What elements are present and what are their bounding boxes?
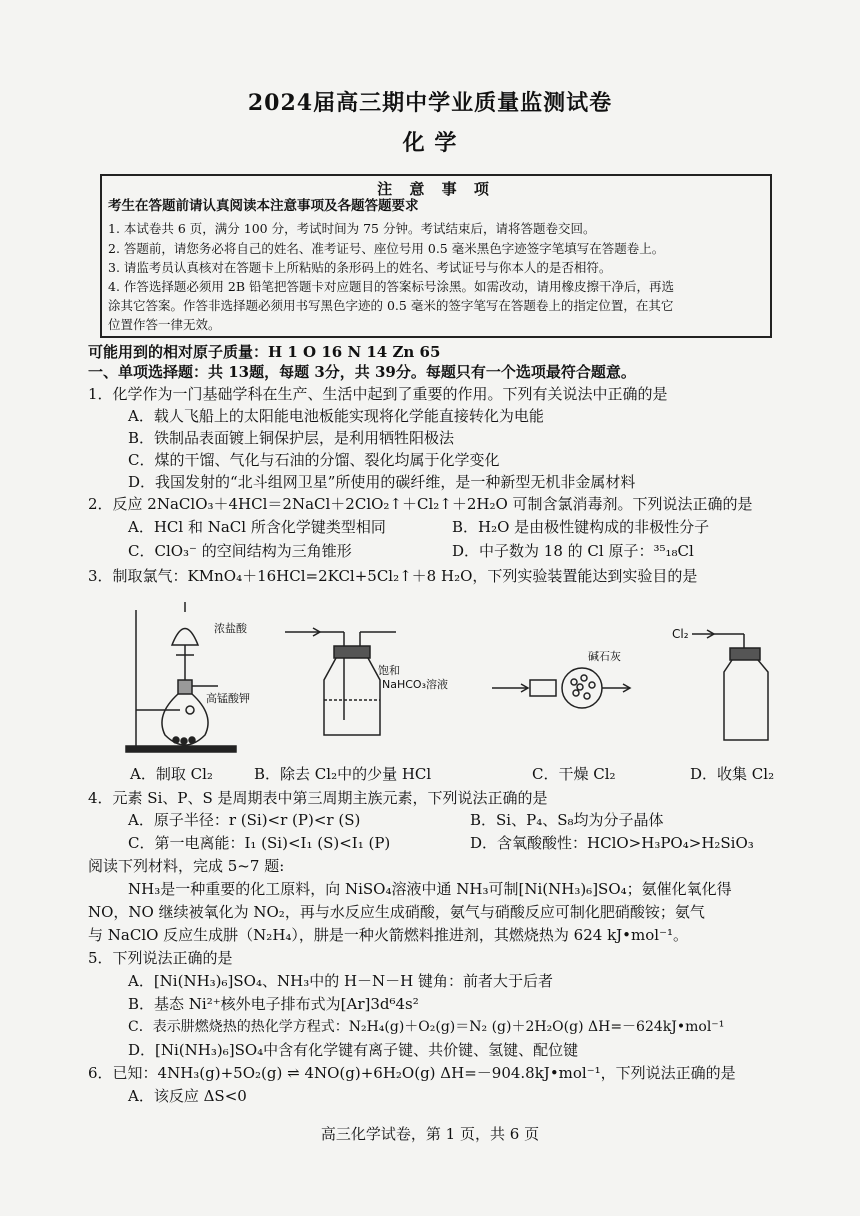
notice-intro: 考生在答题前请认真阅读本注意事项及各题答题要求	[108, 198, 419, 214]
q4-option-d: D．含氧酸酸性：HClO>H₃PO₄>H₂SiO₃	[470, 834, 754, 852]
notice-title: 注 意 事 项	[377, 180, 495, 198]
q3-option-c: C．干燥 Cl₂	[532, 765, 616, 783]
q3-stem: 3．制取氯气：KMnO₄＋16HCl=2KCl+5Cl₂↑＋8 H₂O，下列实验装置能达到实验目的是	[88, 567, 698, 585]
q3-option-d: D．收集 Cl₂	[690, 765, 775, 783]
q6-stem: 6．已知：4NH₃(g)+5O₂(g) ⇌ 4NO(g)+6H₂O(g) ΔH=－904.8kJ•mol⁻¹，下列说法正确的是	[88, 1064, 736, 1082]
q2-option-d: D．中子数为 18 的 Cl 原子：³⁵₁₈Cl	[452, 542, 694, 560]
page-footer: 高三化学试卷，第 1 页，共 6 页	[320, 1125, 540, 1143]
q5-option-b: B．基态 Ni²⁺核外电子排布式为[Ar]3d⁶4s²	[128, 995, 419, 1013]
q1-stem: 1．化学作为一门基础学科在生产、生活中起到了重要的作用。下列有关说法中正确的是	[88, 385, 668, 403]
q5-stem: 5．下列说法正确的是	[88, 949, 233, 967]
notice-box	[100, 174, 772, 338]
notice-item: 3. 请监考员认真核对在答题卡上所粘贴的条形码上的姓名、考试证号与你本人的是否相符。	[108, 260, 612, 275]
label-conc-hcl: 浓盐酸	[214, 622, 247, 635]
q2-option-c: C．ClO₃⁻ 的空间结构为三角锥形	[128, 542, 352, 560]
apparatus-d	[692, 630, 768, 740]
q4-option-c: C．第一电离能：I₁ (Si)<I₁ (S)<I₁ (P)	[128, 834, 391, 852]
q6-option-a: A．该反应 ΔS<0	[128, 1087, 247, 1105]
subject-title: 化 学	[402, 130, 458, 156]
reading-intro: 阅读下列材料，完成 5~7 题:	[88, 857, 285, 875]
notice-item: 涂其它答案。作答非选择题必须用书写黑色字迹的 0.5 毫米的签字笔写在答题卷上的指定位置，在其它	[108, 298, 674, 313]
label-nahco3-1: 饱和	[378, 664, 400, 677]
exam-title: 2024届高三期中学业质量监测试卷	[247, 90, 613, 116]
section-heading: 一、单项选择题：共 13题，每题 3分，共 39分。每题只有一个选项最符合题意。	[88, 363, 636, 381]
q5-option-d: D．[Ni(NH₃)₆]SO₄中含有化学键有离子键、共价键、氢键、配位键	[128, 1041, 579, 1059]
q4-option-a: A．原子半径：r (Si)<r (P)<r (S)	[128, 811, 361, 829]
label-kmno4: 高锰酸钾	[206, 692, 250, 705]
reading-paragraph: NO，NO 继续被氧化为 NO₂，再与水反应生成硝酸，氨气与硝酸反应可制化肥硝酸铵；氨气	[88, 903, 705, 921]
q3-option-a: A．制取 Cl₂	[130, 765, 213, 783]
q4-option-b: B．Si、P₄、S₈均为分子晶体	[470, 811, 664, 829]
notice-item: 位置作答一律无效。	[108, 317, 221, 332]
q3-option-b: B．除去 Cl₂中的少量 HCl	[254, 765, 432, 783]
label-nahco3-2: NaHCO₃溶液	[382, 678, 448, 691]
notice-item: 1. 本试卷共 6 页，满分 100 分，考试时间为 75 分钟。考试结束后，请将答题卷交回。	[108, 221, 596, 236]
q2-stem: 2．反应 2NaClO₃＋4HCl＝2NaCl＋2ClO₂↑＋Cl₂↑＋2H₂O 可制含氯消毒剂。下列说法正确的是	[88, 495, 753, 513]
q5-option-a: A．[Ni(NH₃)₆]SO₄、NH₃中的 H－N－H 键角：前者大于后者	[128, 972, 554, 990]
q1-option-c: C．煤的干馏、气化与石油的分馏、裂化均属于化学变化	[128, 451, 500, 469]
apparatus-b	[285, 628, 396, 735]
reading-paragraph: NH₃是一种重要的化工原料，向 NiSO₄溶液中通 NH₃可制[Ni(NH₃)₆]SO₄；氨催化氧化得	[128, 880, 732, 898]
q1-option-b: B．铁制品表面镀上铜保护层，是利用牺牲阳极法	[128, 429, 455, 447]
reading-paragraph: 与 NaClO 反应生成肼（N₂H₄），肼是一种火箭燃料推进剂，其燃烧热为 624 kJ•mol⁻¹。	[88, 926, 689, 944]
q2-option-a: A．HCl 和 NaCl 所含化学键类型相同	[128, 518, 386, 536]
q1-option-a: A．载人飞船上的太阳能电池板能实现将化学能直接转化为电能	[128, 407, 544, 425]
q5-option-c: C．表示肼燃烧热的热化学方程式：N₂H₄(g)＋O₂(g)＝N₂ (g)＋2H₂O(g) ΔH=－624kJ•mol⁻¹	[128, 1019, 725, 1035]
notice-item: 2. 答题前，请您务必将自己的姓名、准考证号、座位号用 0.5 毫米黑色字迹签字笔填写在答题卷上。	[108, 241, 665, 256]
label-cl2: Cl₂	[672, 627, 689, 641]
q2-option-b: B．H₂O 是由极性键构成的非极性分子	[452, 518, 710, 536]
atomic-masses: 可能用到的相对原子质量：H 1 O 16 N 14 Zn 65	[88, 343, 441, 361]
apparatus-c	[492, 668, 630, 708]
q4-stem: 4．元素 Si、P、S 是周期表中第三周期主族元素，下列说法正确的是	[88, 789, 548, 807]
q1-option-d: D．我国发射的“北斗组网卫星”所使用的碳纤维，是一种新型无机非金属材料	[128, 473, 636, 491]
label-sodalime: 碱石灰	[588, 650, 621, 663]
apparatus-figure	[110, 590, 790, 760]
notice-item: 4. 作答选择题必须用 2B 铅笔把答题卡对应题目的答案标号涂黑。如需改动，请用橡皮擦干净后，再选	[108, 279, 674, 294]
